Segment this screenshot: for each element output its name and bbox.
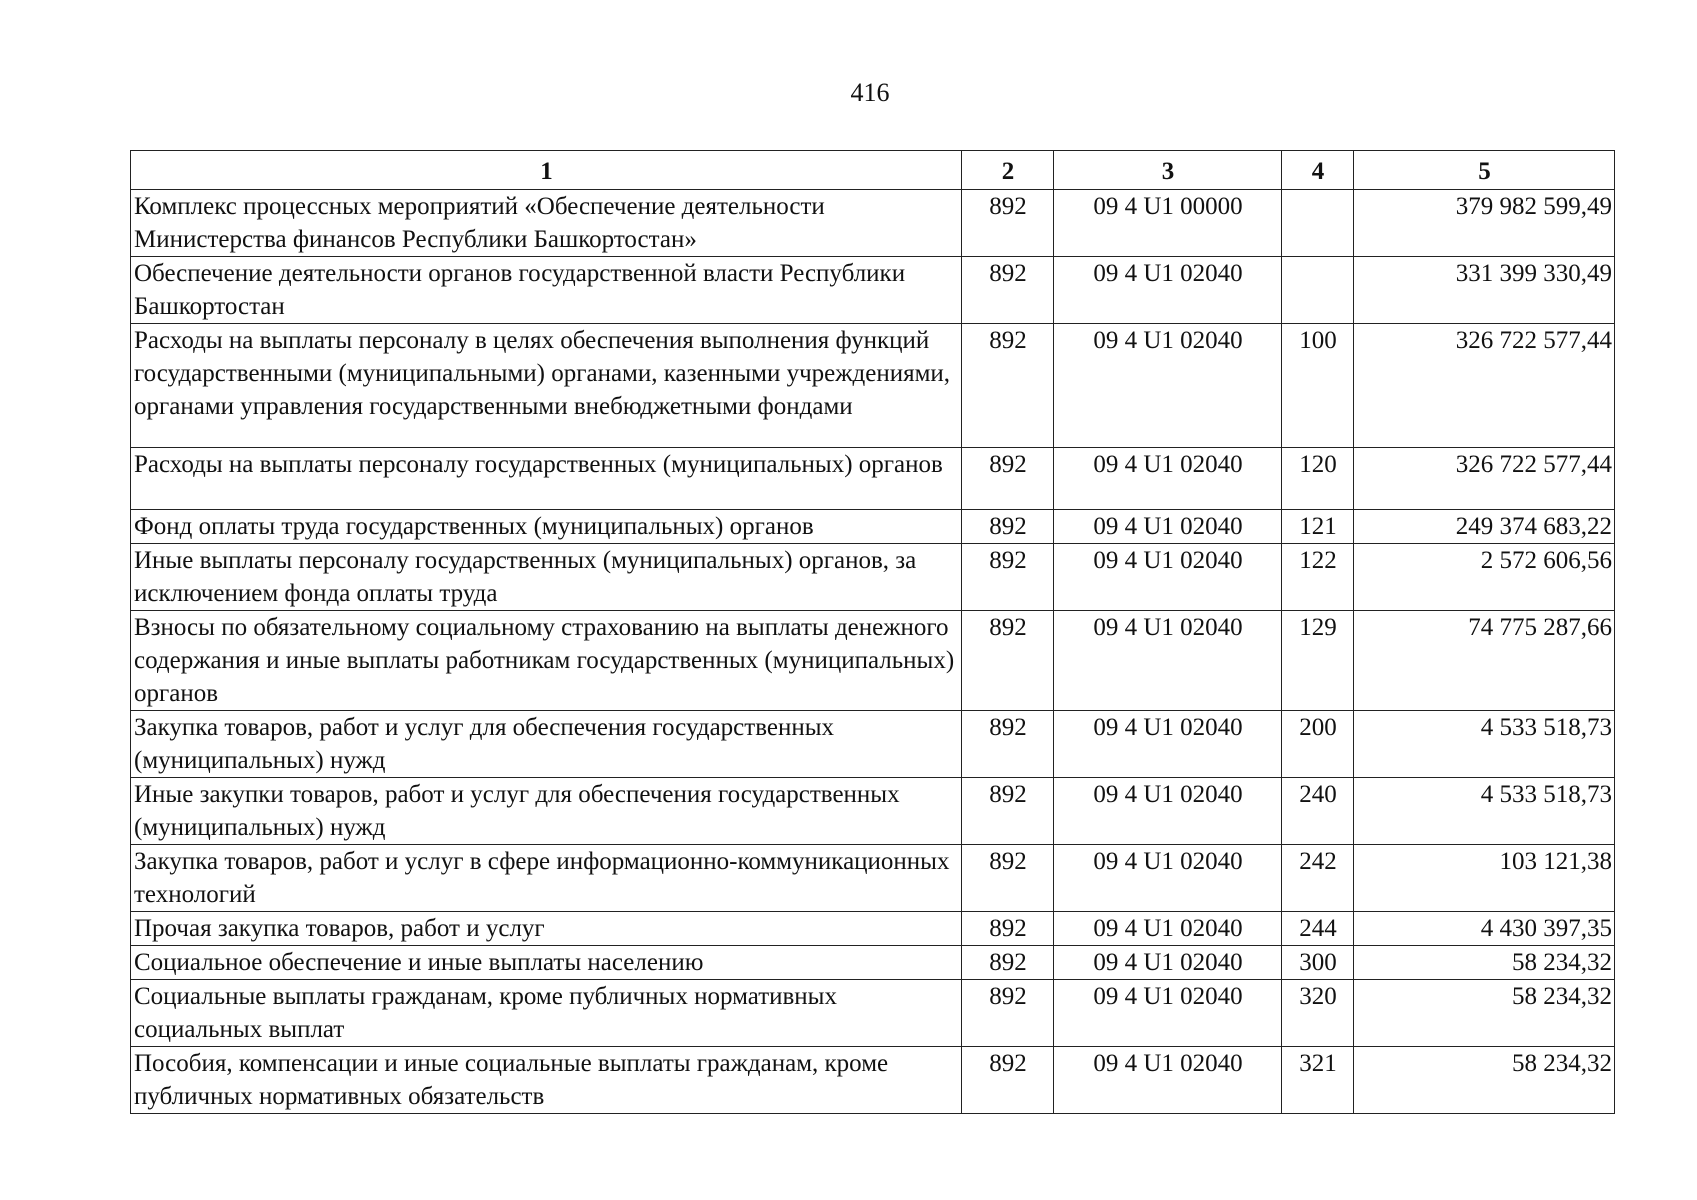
row-expense-type: 122 bbox=[1282, 544, 1354, 611]
row-amount: 58 234,32 bbox=[1354, 946, 1615, 980]
row-name: Пособия, компенсации и иные социальные выплаты гражданам, кроме публичных нормативных обязательств bbox=[131, 1047, 962, 1114]
header-col-3: 3 bbox=[1054, 151, 1282, 190]
row-expense-type: 244 bbox=[1282, 912, 1354, 946]
row-target-code: 09 4 U1 02040 bbox=[1054, 980, 1282, 1047]
table-row bbox=[131, 544, 1615, 611]
page-number: 416 bbox=[850, 78, 890, 107]
row-amount: 326 722 577,44 bbox=[1354, 324, 1615, 448]
header-col-1: 1 bbox=[131, 151, 962, 190]
row-expense-type: 320 bbox=[1282, 980, 1354, 1047]
row-name: Комплекс процессных мероприятий «Обеспечение деятельности Министерства финансов Республики Башкортостан» bbox=[131, 190, 962, 257]
table-row bbox=[131, 190, 1615, 257]
row-target-code: 09 4 U1 02040 bbox=[1054, 1047, 1282, 1114]
row-ministry-code: 892 bbox=[962, 448, 1054, 510]
row-ministry-code: 892 bbox=[962, 912, 1054, 946]
row-expense-type bbox=[1282, 190, 1354, 257]
row-expense-type: 120 bbox=[1282, 448, 1354, 510]
row-name: Расходы на выплаты персоналу государственных (муниципальных) органов bbox=[131, 448, 962, 510]
table-row bbox=[131, 448, 1615, 510]
row-amount: 326 722 577,44 bbox=[1354, 448, 1615, 510]
row-ministry-code: 892 bbox=[962, 611, 1054, 711]
row-ministry-code: 892 bbox=[962, 324, 1054, 448]
row-amount: 2 572 606,56 bbox=[1354, 544, 1615, 611]
row-name: Взносы по обязательному социальному страхованию на выплаты денежного содержания и иные выплаты работникам государственных (муниципальных) органов bbox=[131, 611, 962, 711]
row-name: Иные выплаты персоналу государственных (муниципальных) органов, за исключением фонда оплаты труда bbox=[131, 544, 962, 611]
row-target-code: 09 4 U1 02040 bbox=[1054, 257, 1282, 324]
table-row bbox=[131, 845, 1615, 912]
row-ministry-code: 892 bbox=[962, 510, 1054, 544]
table-row bbox=[131, 1047, 1615, 1114]
row-name: Социальные выплаты гражданам, кроме публичных нормативных социальных выплат bbox=[131, 980, 962, 1047]
row-name: Закупка товаров, работ и услуг в сфере информационно-коммуникационных технологий bbox=[131, 845, 962, 912]
row-ministry-code: 892 bbox=[962, 980, 1054, 1047]
row-target-code: 09 4 U1 02040 bbox=[1054, 324, 1282, 448]
row-name: Социальное обеспечение и иные выплаты населению bbox=[131, 946, 962, 980]
row-amount: 58 234,32 bbox=[1354, 1047, 1615, 1114]
row-target-code: 09 4 U1 02040 bbox=[1054, 448, 1282, 510]
row-amount: 331 399 330,49 bbox=[1354, 257, 1615, 324]
table-row bbox=[131, 778, 1615, 845]
table-row bbox=[131, 946, 1615, 980]
header-col-4: 4 bbox=[1282, 151, 1354, 190]
table-row bbox=[131, 510, 1615, 544]
row-expense-type: 240 bbox=[1282, 778, 1354, 845]
row-expense-type: 321 bbox=[1282, 1047, 1354, 1114]
table-row bbox=[131, 257, 1615, 324]
row-amount: 4 533 518,73 bbox=[1354, 711, 1615, 778]
header-col-2: 2 bbox=[962, 151, 1054, 190]
row-target-code: 09 4 U1 02040 bbox=[1054, 510, 1282, 544]
row-name: Иные закупки товаров, работ и услуг для обеспечения государственных (муниципальных) нужд bbox=[131, 778, 962, 845]
row-expense-type: 100 bbox=[1282, 324, 1354, 448]
row-expense-type bbox=[1282, 257, 1354, 324]
row-amount: 103 121,38 bbox=[1354, 845, 1615, 912]
row-amount: 74 775 287,66 bbox=[1354, 611, 1615, 711]
row-expense-type: 121 bbox=[1282, 510, 1354, 544]
row-target-code: 09 4 U1 02040 bbox=[1054, 711, 1282, 778]
table-row bbox=[131, 611, 1615, 711]
row-target-code: 09 4 U1 02040 bbox=[1054, 611, 1282, 711]
row-name: Закупка товаров, работ и услуг для обеспечения государственных (муниципальных) нужд bbox=[131, 711, 962, 778]
row-expense-type: 242 bbox=[1282, 845, 1354, 912]
row-ministry-code: 892 bbox=[962, 778, 1054, 845]
row-target-code: 09 4 U1 00000 bbox=[1054, 190, 1282, 257]
row-ministry-code: 892 bbox=[962, 845, 1054, 912]
row-name: Прочая закупка товаров, работ и услуг bbox=[131, 912, 962, 946]
row-amount: 58 234,32 bbox=[1354, 980, 1615, 1047]
table-row bbox=[131, 980, 1615, 1047]
budget-table bbox=[130, 150, 1615, 1114]
row-name: Расходы на выплаты персоналу в целях обеспечения выполнения функций государственными (муниципальными) органами, казенными учреждениями, органами управления государственными внебюджетными фондами bbox=[131, 324, 962, 448]
row-ministry-code: 892 bbox=[962, 711, 1054, 778]
row-name: Обеспечение деятельности органов государственной власти Республики Башкортостан bbox=[131, 257, 962, 324]
row-expense-type: 129 bbox=[1282, 611, 1354, 711]
row-ministry-code: 892 bbox=[962, 946, 1054, 980]
row-ministry-code: 892 bbox=[962, 257, 1054, 324]
row-expense-type: 200 bbox=[1282, 711, 1354, 778]
row-ministry-code: 892 bbox=[962, 1047, 1054, 1114]
row-target-code: 09 4 U1 02040 bbox=[1054, 544, 1282, 611]
header-row bbox=[131, 151, 1615, 190]
table-header bbox=[131, 151, 1615, 190]
row-amount: 4 430 397,35 bbox=[1354, 912, 1615, 946]
table-row bbox=[131, 912, 1615, 946]
row-target-code: 09 4 U1 02040 bbox=[1054, 778, 1282, 845]
row-name: Фонд оплаты труда государственных (муниципальных) органов bbox=[131, 510, 962, 544]
row-amount: 4 533 518,73 bbox=[1354, 778, 1615, 845]
header-col-5: 5 bbox=[1354, 151, 1615, 190]
table-row bbox=[131, 324, 1615, 448]
row-expense-type: 300 bbox=[1282, 946, 1354, 980]
table-body bbox=[131, 190, 1615, 1114]
row-amount: 249 374 683,22 bbox=[1354, 510, 1615, 544]
row-ministry-code: 892 bbox=[962, 544, 1054, 611]
row-target-code: 09 4 U1 02040 bbox=[1054, 845, 1282, 912]
row-amount: 379 982 599,49 bbox=[1354, 190, 1615, 257]
row-ministry-code: 892 bbox=[962, 190, 1054, 257]
table-row bbox=[131, 711, 1615, 778]
row-target-code: 09 4 U1 02040 bbox=[1054, 946, 1282, 980]
row-target-code: 09 4 U1 02040 bbox=[1054, 912, 1282, 946]
